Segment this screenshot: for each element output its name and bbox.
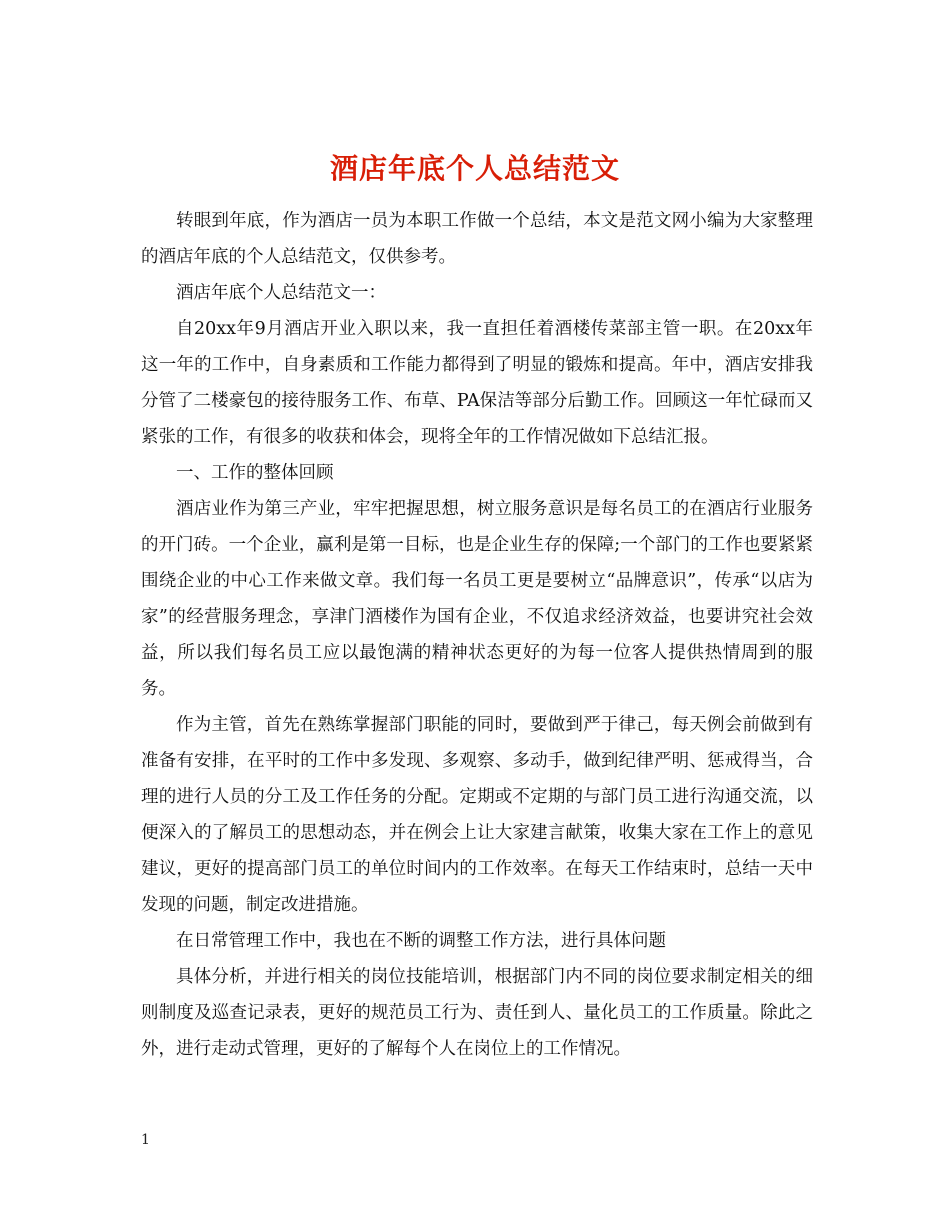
section-heading-work-review: 一、工作的整体回顾 bbox=[176, 463, 334, 483]
section-heading-sample-one: 酒店年底个人总结范文一： bbox=[176, 283, 386, 303]
body-paragraph: 具体分析，并进行相关的岗位技能培训，根据部门内不同的岗位要求制定相关的细则制度及巡查记录表，更好的规范员工行为、责任到人、量化员工的工作质量。除此之外，进行走动式管理，更好的了解每个人在岗位上的工作情况。 bbox=[141, 967, 813, 1059]
body-paragraph: 在日常管理工作中，我也在不断的调整工作方法，进行具体问题 bbox=[176, 931, 666, 951]
document-body bbox=[141, 203, 813, 1067]
body-paragraph: 作为主管，首先在熟练掌握部门职能的同时，要做到严于律己，每天例会前做到有准备有安排，在平时的工作中多发现、多观察、多动手，做到纪律严明、惩戒得当，合理的进行人员的分工及工作任务的分配。定期或不定期的与部门员工进行沟通交流，以便深入的了解员工的思想动态，并在例会上让大家建言献策，收集大家在工作上的意见建议，更好的提高部门员工的单位时间内的工作效率。在每天工作结束时，总结一天中发现的问题，制定改进措施。 bbox=[141, 715, 813, 915]
page-number: 1 bbox=[141, 1132, 150, 1148]
intro-paragraph: 转眼到年底，作为酒店一员为本职工作做一个总结，本文是范文网小编为大家整理的酒店年底的个人总结范文，仅供参考。 bbox=[141, 211, 813, 267]
body-paragraph: 酒店业作为第三产业，牢牢把握思想，树立服务意识是每名员工的在酒店行业服务的开门砖。一个企业，赢利是第一目标，也是企业生存的保障;一个部门的工作也要紧紧围绕企业的中心工作来做文章。我们每一名员工更是要树立“品牌意识”，传承“以店为家”的经营服务理念，享津门酒楼作为国有企业，不仅追求经济效益，也要讲究社会效益，所以我们每名员工应以最饱满的精神状态更好的为每一位客人提供热情周到的服务。 bbox=[141, 499, 813, 699]
body-paragraph: 自20xx年9月酒店开业入职以来，我一直担任着酒楼传菜部主管一职。在20xx年这一年的工作中，自身素质和工作能力都得到了明显的锻炼和提高。年中，酒店安排我分管了二楼豪包的接待服务工作、布草、PA保洁等部分后勤工作。回顾这一年忙碌而又紧张的工作，有很多的收获和体会，现将全年的工作情况做如下总结汇报。 bbox=[141, 319, 813, 447]
document-title: 酒店年底个人总结范文 bbox=[329, 151, 620, 185]
